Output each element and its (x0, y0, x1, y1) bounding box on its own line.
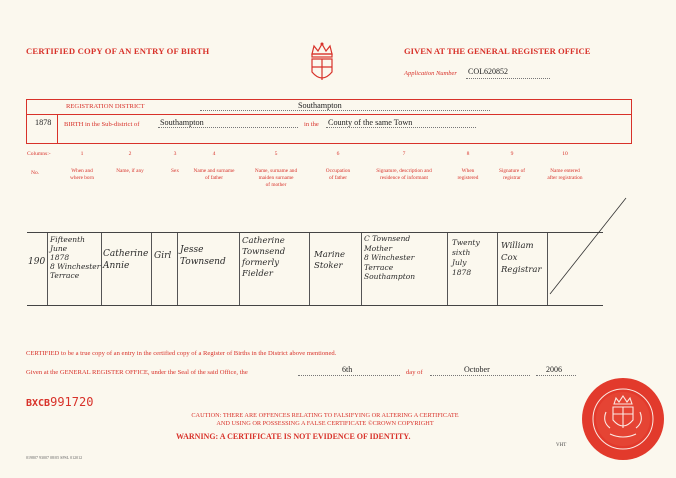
column-header-mother: Name, surname and maiden surname of mother (254, 168, 298, 188)
column-number-6: 6 (336, 151, 340, 157)
registration-district-value: Southampton (298, 101, 342, 110)
column-header-sex: Sex (171, 168, 179, 174)
column-header-registrar: Signature of registrar (498, 168, 526, 181)
warning-text: WARNING: A CERTIFICATE IS NOT EVIDENCE OF IDENTITY. (176, 432, 411, 441)
entry-sex: Girl (154, 251, 172, 261)
registration-year: 1878 (35, 118, 52, 127)
entry-mother: Catherine Townsend formerly Fielder (242, 236, 286, 279)
entry-number: 190 (28, 257, 46, 267)
column-number-9: 9 (510, 151, 514, 157)
column-number-10: 10 (562, 151, 568, 157)
royal-crest-icon (302, 40, 342, 88)
serial-number (26, 393, 93, 411)
issue-day: 6th (342, 365, 353, 374)
certified-statement: CERTIFIED to be a true copy of an entry in the certified copy of a Register of Births in the District above mentioned. (26, 350, 337, 357)
caution-line-1: CAUTION: THERE ARE OFFENCES RELATING TO FALSIFYING OR ALTERING A CERTIFICATE (191, 412, 459, 419)
subdistrict-label: BIRTH in the Sub-district of (64, 121, 140, 128)
column-header-occupation: Occupation of father (325, 168, 351, 181)
general-register-office-seal-icon (580, 376, 666, 462)
column-number-3: 3 (173, 151, 177, 157)
serial-digits: 991720 (50, 395, 94, 409)
column-header-name-after: Name entered after registration (547, 168, 583, 181)
clerk-initials: VHT (556, 443, 567, 448)
column-header-name: Name, if any (116, 168, 144, 174)
column-number-5: 5 (274, 151, 278, 157)
entry-registered: Twenty sixth July 1878 (452, 238, 480, 277)
column-header-registered: When registered (457, 168, 479, 181)
subdistrict-value: Southampton (160, 118, 204, 127)
column-header-informant: Signature, description and residence of informant (376, 168, 432, 181)
issue-year: 2006 (546, 365, 562, 374)
entry-informant: C Townsend Mother 8 Winchester Terrace Southampton (364, 234, 416, 281)
entry-occupation: Marine Stoker (314, 250, 346, 271)
column-header-when-where: When and where born (70, 168, 94, 181)
entry-when-where: Fifteenth June 1878 8 Winchester Terrace (50, 235, 101, 280)
day-of-label: day of (406, 369, 423, 376)
entry-father: Jesse Townsend (180, 245, 226, 267)
application-number: COL620852 (468, 67, 508, 76)
issue-month: October (464, 365, 490, 374)
column-number-8: 8 (466, 151, 470, 157)
county-value: County of the same Town (328, 118, 413, 127)
serial-prefix: BXCB (26, 398, 51, 409)
column-number-1: 1 (80, 151, 84, 157)
certificate-title: CERTIFIED COPY OF AN ENTRY OF BIRTH (26, 46, 210, 56)
issuing-office: GIVEN AT THE GENERAL REGISTER OFFICE (404, 46, 591, 56)
caution-line-2: AND USING OR POSSESSING A FALSE CERTIFICATE ©CROWN COPYRIGHT (216, 420, 434, 427)
column-number-4: 4 (212, 151, 216, 157)
entry-child-name: Catherine Annie (103, 249, 149, 271)
columns-label: Columns:- (27, 151, 51, 157)
application-number-label: Application Number (404, 70, 457, 77)
in-the-label: in the (304, 121, 319, 128)
column-header-father: Name and surname of father (193, 168, 235, 181)
given-statement: Given at the GENERAL REGISTER OFFICE, under the Seal of the said Office, the (26, 369, 248, 376)
strike-line (548, 196, 628, 296)
column-number-2: 2 (128, 151, 132, 157)
number-label: No. (31, 170, 40, 176)
entry-registrar: William Cox Registrar (501, 241, 542, 275)
column-number-7: 7 (402, 151, 406, 157)
print-code: 019807 93007 08/05 SPSL 012012 (26, 455, 83, 460)
registration-district-label: REGISTRATION DISTRICT (66, 103, 145, 110)
